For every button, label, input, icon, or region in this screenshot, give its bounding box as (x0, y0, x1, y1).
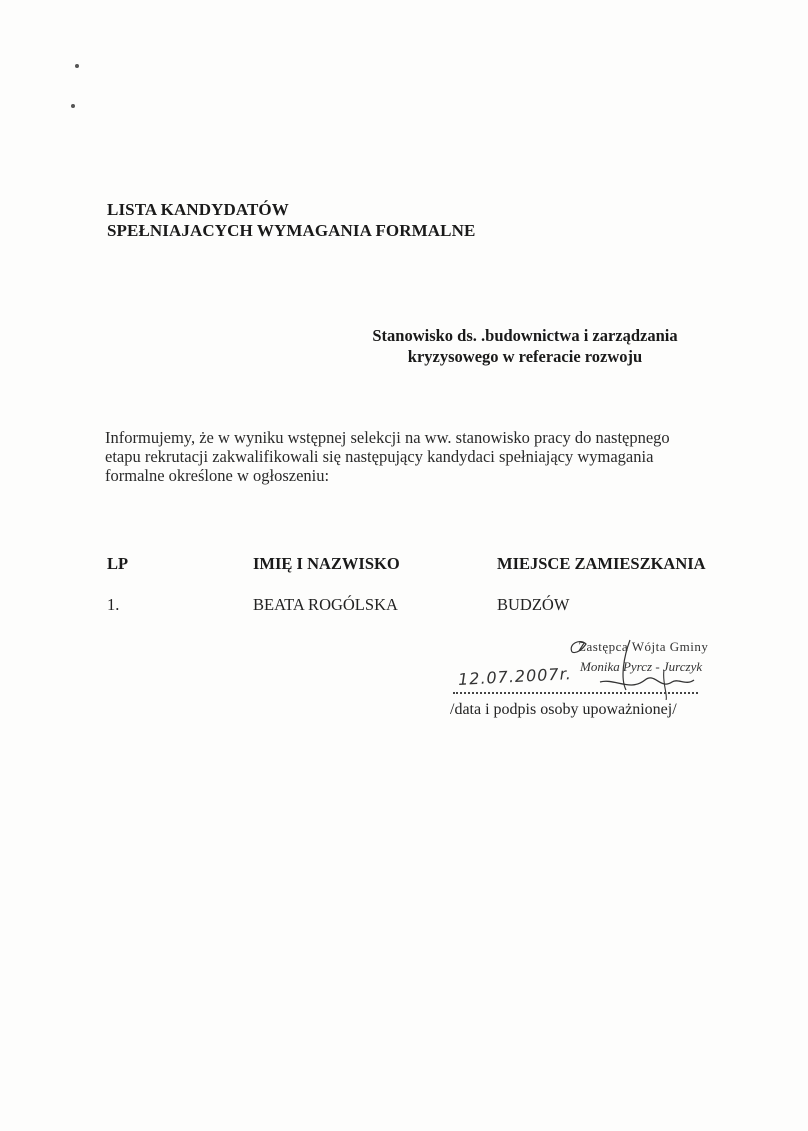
intro-line-1: Informujemy, że w wyniku wstępnej selekcji na ww. stanowisko pracy do następnego (105, 428, 670, 447)
punch-hole-mark (71, 104, 75, 108)
intro-paragraph (105, 428, 745, 485)
intro-line-2: etapu rekrutacji zakwalifikowali się następujący kandydaci spełniający wymagania (105, 447, 654, 466)
position-line-1: Stanowisko ds. .budownictwa i zarządzania (372, 326, 678, 345)
stamp-title: Zastępca Wójta Gminy (578, 639, 709, 654)
intro-line-3: formalne określone w ogłoszeniu: (105, 466, 330, 485)
header-lp: LP (107, 554, 129, 573)
position-line-2: kryzysowego w referacie rozwoju (407, 347, 643, 366)
row-name: BEATA ROGÓLSKA (253, 595, 398, 614)
job-position (330, 325, 720, 367)
row-lp: 1. (107, 595, 120, 614)
header-place: MIEJSCE ZAMIESZKANIA (497, 554, 706, 573)
stamp-name: Monika Pyrcz - Jurczyk (580, 659, 703, 674)
document-title (107, 199, 475, 241)
title-line-1: LISTA KANDYDATÓW (107, 200, 289, 219)
signature-dotted-line (453, 692, 698, 694)
punch-hole-mark (75, 64, 79, 68)
handwritten-date: 12.07.2007r. (457, 664, 573, 689)
header-name: IMIĘ I NAZWISKO (253, 554, 400, 573)
title-line-2: SPEŁNIAJACYCH WYMAGANIA FORMALNE (107, 221, 476, 240)
signature-caption: /data i podpis osoby upoważnionej/ (450, 701, 677, 718)
handwritten-signature (560, 630, 710, 700)
row-place: BUDZÓW (497, 595, 570, 614)
